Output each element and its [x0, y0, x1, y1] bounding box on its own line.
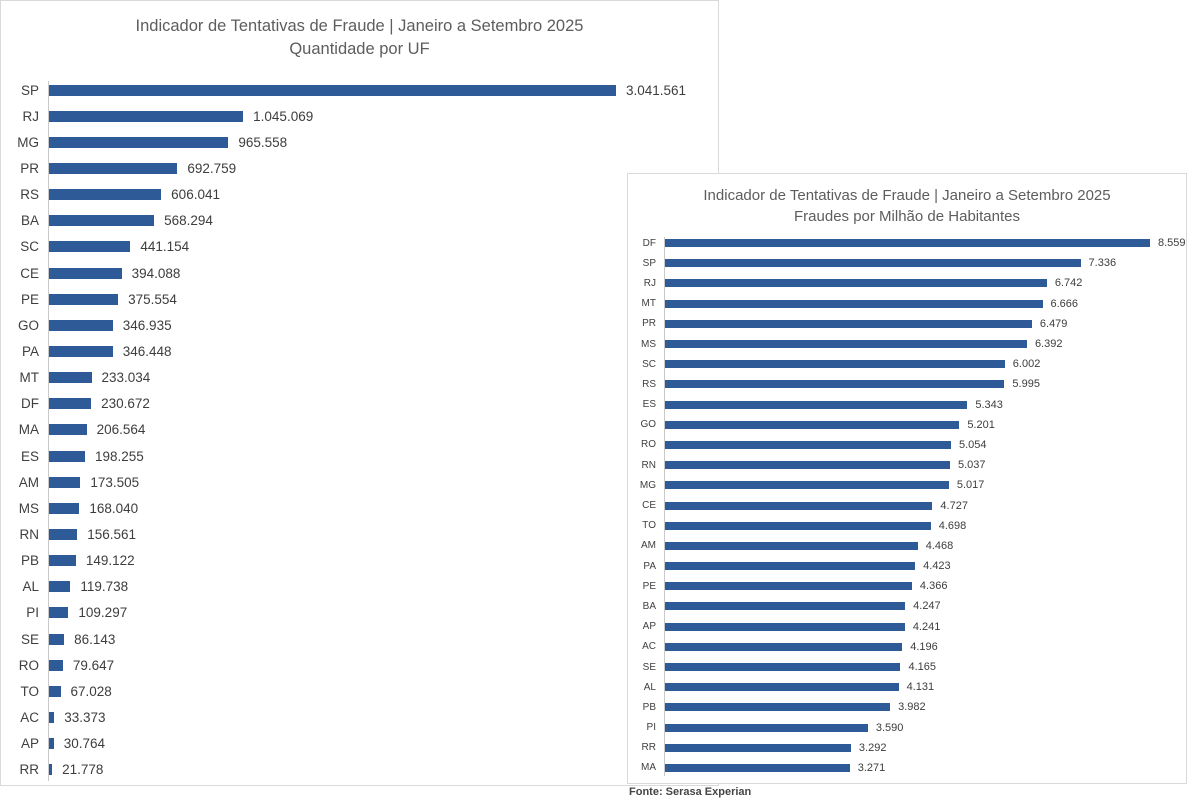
value-label: 6.742: [1054, 277, 1083, 290]
uf-label: RS: [20, 187, 39, 203]
bar-row: [1, 182, 718, 208]
bar-row: [628, 395, 1186, 415]
uf-label: DF: [21, 396, 39, 412]
uf-label: MA: [641, 762, 656, 774]
uf-label: PE: [20, 291, 39, 307]
chart-title-block: [628, 185, 1186, 227]
bar-row: [1, 417, 718, 443]
uf-label: MG: [17, 134, 39, 150]
value-label: 4.727: [940, 499, 968, 512]
bar-ba[interactable]: [48, 215, 154, 226]
value-label: 233.034: [101, 370, 151, 386]
value-label: 3.041.561: [626, 82, 687, 98]
bar-df[interactable]: [48, 398, 91, 409]
bar-row: [1, 365, 718, 391]
value-label: 965.558: [238, 134, 288, 150]
value-label: 6.392: [1034, 338, 1063, 351]
value-label: 568.294: [164, 213, 213, 229]
bar-se[interactable]: [664, 663, 900, 671]
value-label: 67.028: [70, 683, 112, 699]
bar-am[interactable]: [48, 477, 80, 488]
uf-label: GO: [17, 317, 39, 333]
bar-row: [628, 536, 1186, 556]
uf-label: GO: [640, 419, 656, 431]
bar-sp[interactable]: [664, 259, 1081, 267]
uf-label: PI: [26, 605, 39, 621]
value-label: 4.131: [906, 681, 935, 694]
bar-ce[interactable]: [48, 268, 122, 279]
bar-chart-fraudes-por-milhao: [628, 233, 1186, 778]
bar-row: [1, 731, 718, 757]
uf-label: ES: [642, 399, 656, 411]
value-label: 4.366: [919, 580, 948, 593]
bar-row: [628, 374, 1186, 394]
bar-row: [1, 312, 718, 338]
bar-row: [628, 273, 1186, 293]
bar-row: [1, 338, 718, 364]
bar-sp[interactable]: [48, 85, 616, 96]
value-label: 3.271: [857, 761, 886, 774]
bar-mt[interactable]: [48, 372, 92, 383]
uf-label: PI: [646, 722, 656, 734]
bar-row: [1, 77, 718, 103]
value-label: 441.154: [140, 239, 190, 255]
bar-chart-quantidade: [1, 77, 718, 783]
bar-pa[interactable]: [664, 562, 915, 570]
bar-row: [1, 678, 718, 704]
bar-pe[interactable]: [664, 582, 912, 590]
bar-row: [628, 738, 1186, 758]
bar-al[interactable]: [664, 683, 899, 691]
value-label: 156.561: [87, 526, 137, 542]
value-label: 4.468: [925, 539, 954, 552]
bar-row: [1, 626, 718, 652]
bar-es[interactable]: [664, 401, 967, 409]
uf-label: MS: [641, 338, 656, 350]
bar-sc[interactable]: [48, 241, 130, 252]
uf-label: PE: [642, 580, 656, 592]
value-label: 8.559: [1158, 237, 1186, 250]
uf-label: PR: [642, 318, 656, 330]
bar-ms[interactable]: [48, 503, 79, 514]
bar-rs[interactable]: [48, 189, 161, 200]
uf-label: PB: [642, 701, 656, 713]
bar-row: [1, 574, 718, 600]
uf-label: RO: [18, 657, 39, 673]
value-label: 7.336: [1088, 257, 1117, 270]
uf-label: CE: [20, 265, 39, 281]
uf-label: MS: [18, 500, 39, 516]
uf-label: CE: [642, 500, 656, 512]
bar-ce[interactable]: [664, 502, 932, 510]
bar-row: [628, 233, 1186, 253]
bar-row: [628, 637, 1186, 657]
bar-row: [628, 596, 1186, 616]
bar-go[interactable]: [664, 421, 959, 429]
value-label: 5.343: [975, 398, 1003, 411]
value-label: 173.505: [90, 474, 140, 490]
value-label: 6.002: [1012, 358, 1041, 371]
bar-row: [628, 576, 1186, 596]
uf-label: AP: [642, 621, 656, 633]
uf-label: ES: [20, 448, 39, 464]
uf-label: SE: [642, 661, 656, 673]
value-label: 4.698: [938, 519, 967, 532]
bar-pr[interactable]: [48, 163, 177, 174]
bar-row: [1, 548, 718, 574]
bar-row: [628, 657, 1186, 677]
uf-label: RN: [19, 526, 39, 542]
bar-row: [1, 652, 718, 678]
value-label: 6.666: [1050, 297, 1079, 310]
uf-label: DF: [642, 237, 656, 249]
chart-subtitle: Fraudes por Milhão de Habitantes: [794, 208, 1020, 225]
source-note: Fonte: Serasa Experian: [629, 786, 752, 798]
uf-label: AL: [22, 579, 39, 595]
bar-row: [628, 556, 1186, 576]
bar-row: [628, 617, 1186, 637]
uf-label: RO: [641, 439, 656, 451]
value-label: 6.479: [1039, 317, 1068, 330]
bar-ba[interactable]: [664, 602, 905, 610]
uf-label: RN: [641, 459, 656, 471]
bar-pe[interactable]: [48, 294, 118, 305]
uf-label: RR: [19, 762, 39, 778]
bar-row: [1, 443, 718, 469]
bar-ap[interactable]: [664, 623, 905, 631]
value-label: 33.373: [64, 709, 106, 725]
bar-row: [628, 516, 1186, 536]
uf-label: AL: [643, 681, 656, 693]
bar-go[interactable]: [48, 320, 113, 331]
value-label: 206.564: [96, 422, 146, 438]
value-label: 3.292: [858, 741, 887, 754]
value-label: 346.935: [122, 317, 172, 333]
value-label: 346.448: [122, 343, 172, 359]
value-label: 606.041: [171, 187, 220, 203]
value-label: 168.040: [89, 500, 139, 516]
bar-row: [1, 234, 718, 260]
bar-row: [1, 701, 718, 730]
value-label: 5.017: [956, 479, 985, 492]
uf-label: AC: [20, 709, 39, 725]
uf-label: SP: [642, 257, 656, 269]
chart-panel-fraudes-por-milhao: [627, 173, 1187, 784]
bar-row: [628, 435, 1186, 455]
bar-pr[interactable]: [664, 320, 1032, 328]
uf-label: AC: [642, 641, 656, 653]
bar-row: [628, 253, 1186, 273]
value-label: 79.647: [72, 657, 115, 673]
bar-ms[interactable]: [664, 340, 1027, 348]
bar-row: [1, 600, 718, 626]
uf-label: MA: [18, 422, 39, 438]
uf-label: RS: [642, 378, 656, 390]
bar-row: [628, 334, 1186, 354]
value-label: 5.054: [958, 438, 987, 451]
bar-rr[interactable]: [664, 744, 851, 752]
uf-label: SE: [20, 631, 39, 647]
uf-label: RJ: [643, 277, 656, 289]
bar-row: [1, 495, 718, 521]
value-label: 21.778: [62, 762, 104, 778]
value-label: 4.196: [910, 640, 938, 653]
bar-to[interactable]: [664, 522, 931, 530]
uf-label: AM: [641, 540, 656, 552]
value-label: 230.672: [101, 396, 150, 412]
uf-label: PB: [20, 553, 39, 569]
uf-label: MG: [639, 479, 656, 491]
bar-ma[interactable]: [664, 764, 850, 772]
bar-row: [1, 469, 718, 495]
bar-mg[interactable]: [664, 481, 949, 489]
value-label: 5.995: [1012, 378, 1040, 391]
uf-label: SC: [20, 239, 39, 255]
uf-label: SP: [20, 82, 39, 98]
value-label: 3.590: [875, 721, 904, 734]
bar-pb[interactable]: [48, 555, 76, 566]
uf-label: TO: [20, 683, 39, 699]
bar-to[interactable]: [48, 686, 61, 697]
chart-title: Indicador de Tentativas de Fraude | Janeiro a Setembro 2025: [703, 187, 1111, 204]
value-label: 119.738: [80, 579, 129, 595]
uf-label: PA: [21, 343, 39, 359]
bar-es[interactable]: [48, 451, 85, 462]
value-label: 4.241: [912, 620, 941, 633]
chart-subtitle: Quantidade por UF: [289, 40, 430, 58]
bar-rs[interactable]: [664, 380, 1004, 388]
bar-ac[interactable]: [48, 712, 54, 723]
bar-pb[interactable]: [664, 703, 890, 711]
bar-row: [1, 155, 718, 181]
bar-row: [1, 521, 718, 547]
value-label: 375.554: [128, 291, 177, 307]
bar-row: [1, 129, 718, 155]
bar-rr[interactable]: [48, 764, 52, 775]
bar-sc[interactable]: [664, 360, 1005, 368]
value-label: 5.201: [967, 418, 995, 431]
bar-row: [1, 257, 718, 286]
bar-al[interactable]: [48, 581, 70, 592]
uf-label: BA: [20, 213, 39, 229]
bar-row: [1, 391, 718, 417]
bar-ac[interactable]: [664, 643, 902, 651]
uf-label: MT: [19, 370, 39, 386]
bar-row: [628, 475, 1186, 495]
uf-label: TO: [642, 520, 656, 532]
bar-ro[interactable]: [664, 441, 951, 449]
bar-mg[interactable]: [48, 137, 228, 148]
value-label: 4.247: [913, 600, 941, 613]
uf-label: SC: [642, 358, 656, 370]
uf-label: AM: [18, 474, 39, 490]
value-label: 86.143: [74, 631, 116, 647]
bar-ap[interactable]: [48, 738, 54, 749]
bar-pi[interactable]: [664, 724, 868, 732]
value-label: 394.088: [131, 265, 181, 281]
value-label: 149.122: [85, 553, 135, 569]
bar-row: [628, 495, 1186, 515]
chart-title: Indicador de Tentativas de Fraude | Janeiro a Setembro 2025: [135, 17, 584, 35]
bar-pa[interactable]: [48, 346, 113, 357]
bar-row: [628, 758, 1186, 778]
bar-row: [1, 757, 718, 783]
bar-row: [628, 314, 1186, 334]
uf-label: AP: [20, 736, 39, 752]
bar-row: [628, 697, 1186, 717]
bar-rn[interactable]: [664, 461, 950, 469]
chart-title-block: [1, 15, 718, 61]
bar-row: [1, 286, 718, 312]
bar-rj[interactable]: [48, 111, 243, 122]
bar-se[interactable]: [48, 634, 64, 645]
bar-ma[interactable]: [48, 424, 87, 435]
value-label: 4.423: [923, 560, 951, 573]
value-label: 198.255: [95, 448, 144, 464]
uf-label: PR: [20, 160, 39, 176]
bar-mt[interactable]: [664, 300, 1043, 308]
bar-df[interactable]: [664, 239, 1150, 247]
value-label: 1.045.069: [253, 108, 314, 124]
value-label: 692.759: [187, 160, 237, 176]
uf-label: RJ: [22, 108, 39, 124]
uf-label: BA: [642, 600, 656, 612]
bar-row: [1, 103, 718, 129]
bar-row: [1, 208, 718, 234]
bar-row: [628, 294, 1186, 314]
bar-am[interactable]: [664, 542, 918, 550]
value-label: 30.764: [63, 736, 106, 752]
bar-rn[interactable]: [48, 529, 77, 540]
bar-ro[interactable]: [48, 660, 63, 671]
bar-row: [628, 718, 1186, 738]
value-label: 4.165: [908, 661, 937, 674]
value-label: 109.297: [78, 605, 128, 621]
bar-row: [628, 455, 1186, 475]
value-label: 3.982: [898, 701, 926, 714]
bar-rj[interactable]: [664, 279, 1047, 287]
uf-label: MT: [641, 298, 656, 310]
bar-row: [628, 415, 1186, 435]
bar-row: [628, 677, 1186, 697]
bar-row: [628, 354, 1186, 374]
value-label: 5.037: [958, 459, 986, 472]
uf-label: PA: [643, 560, 656, 572]
bar-pi[interactable]: [48, 607, 68, 618]
uf-label: RR: [641, 742, 656, 754]
